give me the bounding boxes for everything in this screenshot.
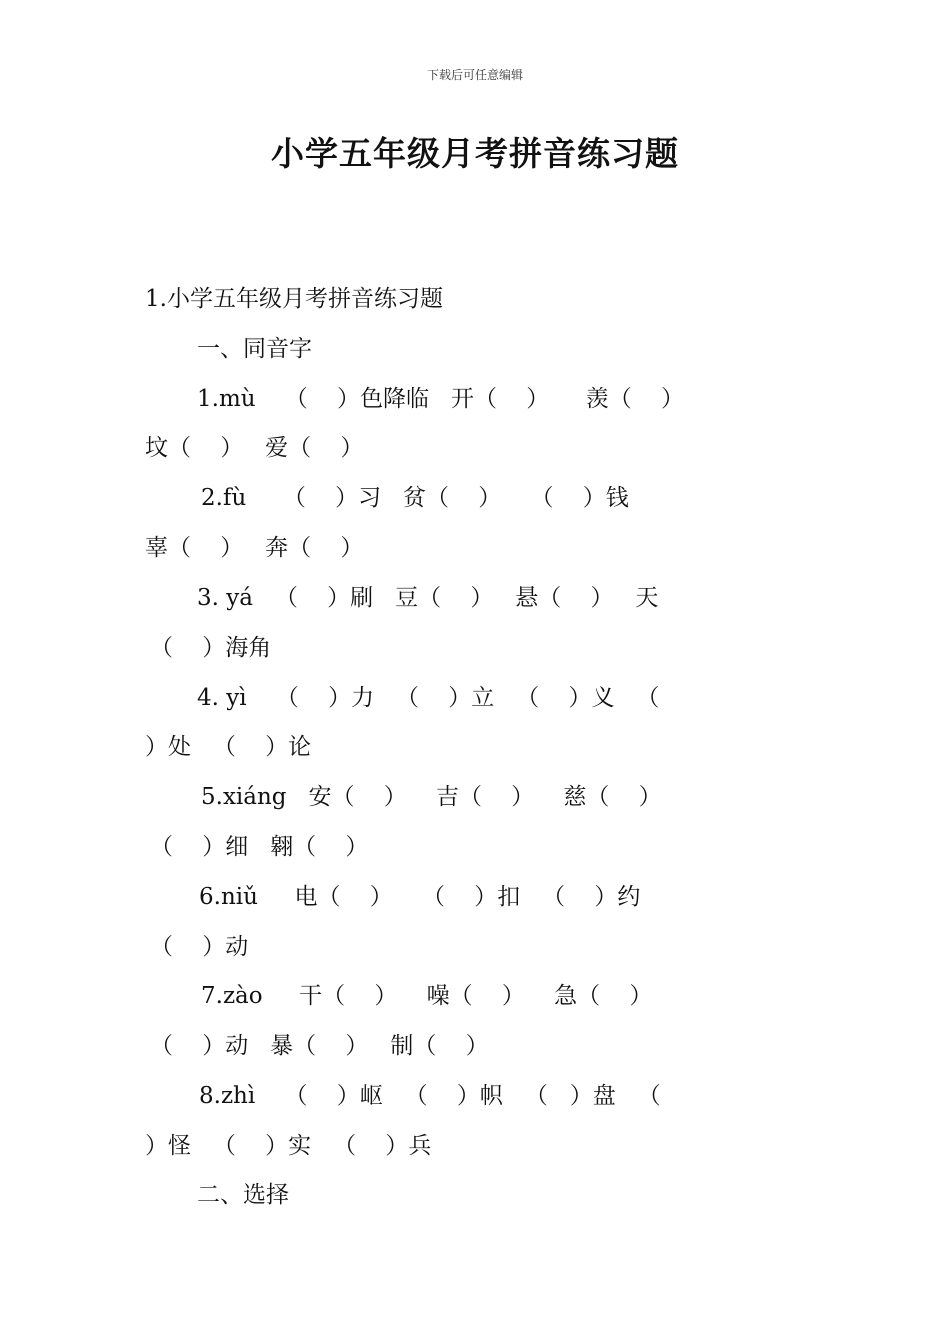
question-7-line-2: （ ）动 暴（ ） 制（ ）: [150, 1033, 489, 1059]
question-3-line-2: （ ）海角: [150, 635, 272, 661]
question-6-line-2: （ ）动: [150, 934, 249, 960]
page-header-note: 下载后可任意编辑: [426, 68, 523, 82]
question-6-line-1: 6.niǔ 电（ ） （ ）扣 （ ）约: [199, 884, 641, 910]
question-2-line-1: 2.fù （ ）习 贫（ ） （ ）钱: [201, 485, 629, 511]
part-two-heading: 二、选择: [197, 1182, 289, 1208]
question-1-line-2: 坟（ ） 爱（ ）: [145, 435, 364, 461]
document-title: 小学五年级月考拼音练习题: [271, 134, 679, 173]
section-heading: 1.小学五年级月考拼音练习题: [145, 286, 443, 312]
question-8-line-2: ）怪 （ ）实 （ ）兵: [145, 1133, 432, 1159]
question-5-line-1: 5.xiáng 安（ ） 吉（ ） 慈（ ）: [201, 784, 662, 810]
question-5-line-2: （ ）细 翱（ ）: [150, 834, 369, 860]
question-4-line-2: ）处 （ ）论: [145, 734, 312, 760]
question-8-line-1: 8.zhì （ ）岖 （ ）帜 （ ）盘 （: [199, 1083, 661, 1109]
question-7-line-1: 7.zào 干（ ） 噪（ ） 急（ ）: [201, 983, 653, 1009]
question-2-line-2: 辜（ ） 奔（ ）: [145, 535, 364, 561]
question-4-line-1: 4. yì （ ）力 （ ）立 （ ）义 （: [197, 685, 660, 711]
question-1-line-1: 1.mù （ ）色降临 开（ ） 羡（ ）: [197, 386, 685, 412]
question-3-line-1: 3. yá （ ）刷 豆（ ） 悬（ ） 天: [197, 585, 659, 611]
part-one-heading: 一、同音字: [197, 336, 312, 362]
